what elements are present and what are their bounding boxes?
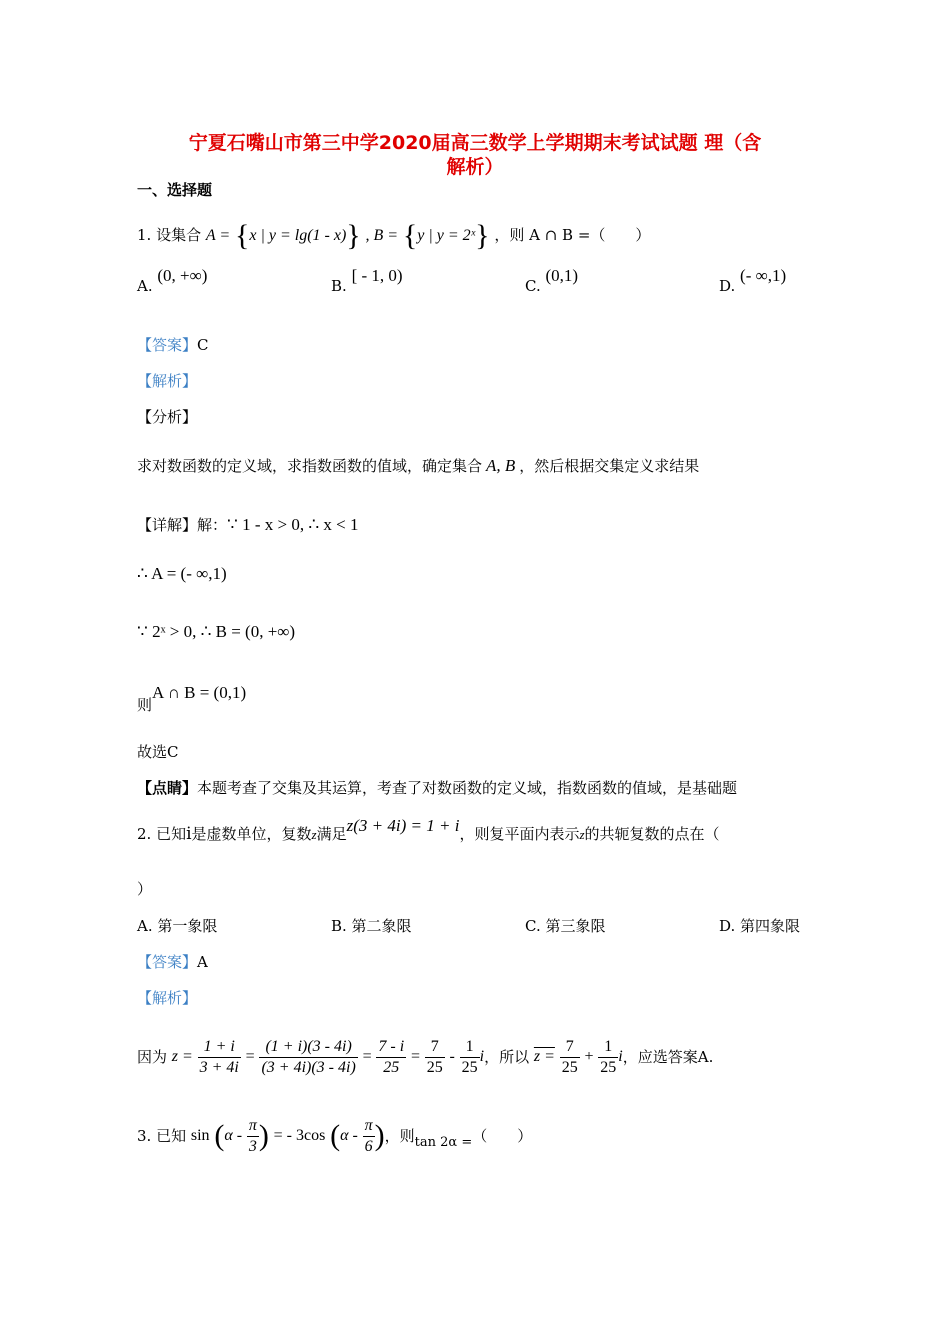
q2-answer: 【答案】A (137, 953, 208, 971)
q1-option-b-value: [ - 1, 0) (351, 266, 403, 285)
q1-jiexi-tag: 【解析】 (137, 372, 198, 390)
q1-option-a-value: (0, +∞) (157, 266, 208, 285)
q2-option-c: C. 第三象限 (525, 917, 606, 935)
q2-option-d: D. 第四象限 (719, 917, 801, 935)
q1-dianjing: 【点睛】本题考查了交集及其运算，考查了对数函数的定义域，指数函数的值域，是基础题 (137, 779, 738, 797)
q2-jiexi-tag: 【解析】 (137, 989, 198, 1007)
q1-set-b: , B = (365, 227, 399, 244)
q2-equation: z(3 + 4i) = 1 + i (346, 816, 460, 835)
question-1-stem: 1. 设集合 A = {x | y = lg(1 - x)} , B = {y | y = 2ˣ} ，则 A ∩ B =（ ） (137, 219, 651, 252)
q2-option-a: A. 第一象限 (137, 917, 218, 935)
q1-set-a-body: x | y = lg(1 - x) (249, 227, 347, 244)
q1-option-d: D. (- ∞,1) (719, 266, 787, 295)
q1-detail-4: 则A ∩ B = (0,1) (137, 683, 247, 714)
question-2-stem-end: ） (137, 880, 153, 898)
q1-option-d-value: (- ∞,1) (740, 266, 787, 285)
question-2-stem: 2. 已知i是虚数单位，复数z满足z(3 + 4i) = 1 + i，则复平面内表示z的共轭复数的点在（ (137, 816, 720, 844)
title-line-1: 宁夏石嘴山市第三中学2020届高三数学上学期期末考试试题 理（含 (188, 132, 762, 154)
title-line-2: 解析） (446, 156, 504, 178)
answer-tag: 【答案】 (137, 953, 198, 971)
question-3-stem: 3. 已知 sin (α - $\frac{\pi}{3}$ ) = - 3cos (α - $\frac{\pi}{6}$ )，则tan 2α =（ ） (137, 1116, 533, 1155)
q1-answer: 【答案】C (137, 336, 209, 354)
q1-label: 1. 设集合 (137, 226, 202, 244)
q1-fenxi-tag: 【分析】 (137, 408, 198, 426)
q1-set-b-body: y | y = 2ˣ (417, 227, 476, 244)
q1-option-b: B. [ - 1, 0) (331, 266, 403, 295)
section-heading: 一、选择题 (137, 181, 213, 199)
answer-tag: 【答案】 (137, 336, 198, 354)
q1-detail-2: ∴ A = (- ∞,1) (137, 564, 227, 583)
q1-option-a: A. (0, +∞) (137, 266, 208, 295)
q1-fenxi-text: 求对数函数的定义域，求指数函数的值域，确定集合 A, B ，然后根据交集定义求结果 (137, 456, 700, 475)
q1-detail-1: 【详解】解：∵ 1 - x > 0, ∴ x < 1 (137, 515, 359, 534)
q2-solution: 因为 z = $\frac{1 + i}{3 + 4i}$ = $\frac{(1 + i)(3 - 4i)}{(3 + 4i)(3 - 4i)}$ = $\frac{7 - i}{25}$ = $\frac{7}{25}$ - $\frac{1}{25}$ i，所以 z = $\frac{7}{25}$ + $\frac{1}{25}$ i，应选答案A. (137, 1037, 714, 1076)
q1-tail: ，则 A ∩ B =（ ） (494, 226, 651, 244)
q1-option-c: C. (0,1) (525, 266, 579, 295)
q2-option-b: B. 第二象限 (331, 917, 412, 935)
q1-option-c-value: (0,1) (545, 266, 579, 285)
q1-choose: 故选C (137, 743, 179, 761)
q1-set-a: A = (205, 227, 231, 244)
q1-detail-3: ∵ 2ˣ > 0, ∴ B = (0, +∞) (137, 622, 296, 641)
